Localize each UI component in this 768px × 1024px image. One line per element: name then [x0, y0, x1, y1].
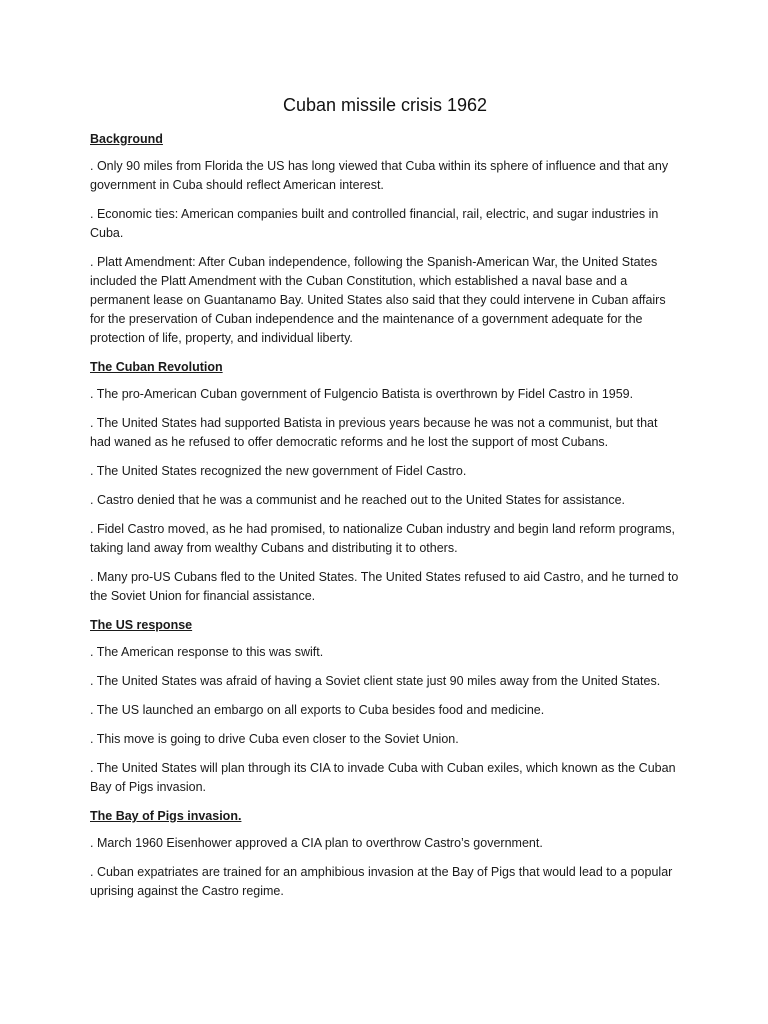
document-body [90, 92, 680, 911]
paragraph: . The United States will plan through its CIA to invade Cuba with Cuban exiles, which known as the Cuban Bay of Pigs invasion. [90, 761, 676, 794]
paragraph: . Many pro-US Cubans fled to the United States. The United States refused to aid Castro, and he turned to the Soviet Union for financial assistance. [90, 570, 679, 603]
section-heading: The US response [90, 618, 193, 632]
paragraph: . This move is going to drive Cuba even closer to the Soviet Union. [90, 732, 459, 746]
paragraph: . Cuban expatriates are trained for an amphibious invasion at the Bay of Pigs that would lead to a popular uprising against the Castro regime. [90, 865, 673, 898]
paragraph: . Platt Amendment: After Cuban independence, following the Spanish-American War, the United States included the Platt Amendment with the Cuban Constitution, which established a naval base and a permanent lease on Guantanamo Bay. United States also said that they could intervene in Cuban affairs for the preservation of Cuban independence and the maintenance of a government adequate for the protection of life, property, and individual liberty. [90, 255, 666, 345]
paragraph: . Only 90 miles from Florida the US has long viewed that Cuba within its sphere of influence and that any government in Cuba should reflect American interest. [90, 159, 669, 192]
page-title: Cuban missile crisis 1962 [282, 95, 488, 115]
section-us-response [90, 616, 680, 797]
paragraph: . Economic ties: American companies built and controlled financial, rail, electric, and sugar industries in Cuba. [90, 207, 659, 240]
paragraph: . The United States had supported Batista in previous years because he was not a communist, but that had waned as he refused to offer democratic reforms and he lost the support of most Cubans. [90, 416, 658, 449]
section-heading: The Cuban Revolution [90, 360, 223, 374]
paragraph: . The United States recognized the new government of Fidel Castro. [90, 464, 467, 478]
section-heading: The Bay of Pigs invasion. [90, 809, 242, 823]
paragraph: . Castro denied that he was a communist and he reached out to the United States for assistance. [90, 493, 626, 507]
section-cuban-revolution [90, 358, 680, 606]
paragraph: . March 1960 Eisenhower approved a CIA plan to overthrow Castro’s government. [90, 836, 543, 850]
paragraph: . The US launched an embargo on all exports to Cuba besides food and medicine. [90, 703, 545, 717]
paragraph: . The American response to this was swift. [90, 645, 324, 659]
paragraph: . The United States was afraid of having a Soviet client state just 90 miles away from the United States. [90, 674, 661, 688]
section-background [90, 130, 680, 348]
section-bay-of-pigs [90, 807, 680, 901]
paragraph: . The pro-American Cuban government of Fulgencio Batista is overthrown by Fidel Castro in 1959. [90, 387, 634, 401]
section-heading: Background [90, 132, 163, 146]
paragraph: . Fidel Castro moved, as he had promised, to nationalize Cuban industry and begin land reform programs, taking land away from wealthy Cubans and distributing it to others. [90, 522, 676, 555]
